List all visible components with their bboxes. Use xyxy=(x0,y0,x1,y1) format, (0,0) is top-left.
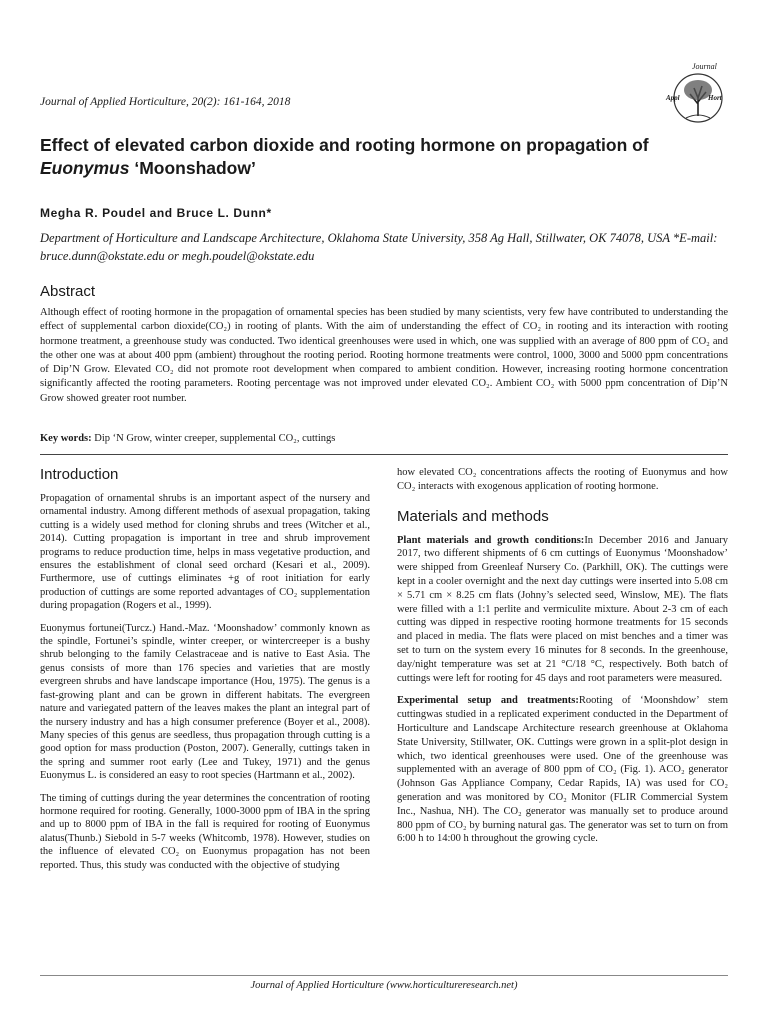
journal-logo xyxy=(664,58,728,128)
keywords xyxy=(40,433,728,444)
left-column xyxy=(40,466,370,881)
title-part-2: ‘Moonshadow’ xyxy=(129,158,256,178)
logo-journal-text: Journal xyxy=(692,62,717,71)
page-footer: Journal of Applied Horticulture (www.horticultureresearch.net) xyxy=(250,980,518,991)
footer-divider xyxy=(40,975,728,976)
methods-paragraph-2 xyxy=(397,694,728,846)
intro-paragraph-1: Propagation of ornamental shrubs is an important aspect of the nursery and ornamental industry. Among different methods of asexual propagation, taking cutting is a widely used method for cloning shrubs and trees (Witcher et al., 2014). Cutting propagation is important in tree and shrub improvement programs to reduce production time, helps in mass vegetative production, and ensures the establishment of clonal seed orchard (Kesari et al., 2009). Furthermore, use of cuttings eliminates +g of root initiation for early production of cuttings are some reported advantages of CO₂ supplementation during propagation (Rogers et al., 1999). xyxy=(40,493,370,612)
intro-paragraph-3-continued: how elevated CO₂ concentrations affects the rooting of Euonymus and how CO₂ interacts with exogenous application of rooting hormone. xyxy=(397,467,728,492)
author-list: Megha R. Poudel and Bruce L. Dunn* xyxy=(40,206,272,220)
logo-hort-text: Hort xyxy=(708,94,722,102)
intro-paragraph-2: Euonymus fortunei(Turcz.) Hand.-Maz. ‘Moonshadow’ commonly known as the spindle, Fortunei’s spindle, winter creeper, or wintercreeper is a bushy shrub belonging to the family Celastraceae and is native to East Asia. The genus consists of more than 176 species and varieties that are mostly evergreen shrubs and have landscape importance (Hou, 1975). The genus is a fast-growing plant and can be grown in different habitats. The evergreen nature and variegated pattern of the leaves makes the plant an integral part of the nursery industry and has a high consumer preference (Boyer et al., 2008). Many species of this genus are seedless, thus propagation through cutting is a good option for mass production (Poston, 2007). Generally, cuttings taken in the spring and summer root early (Lee and Tukey, 1971) and the genus Euonymus L. is considered an easy to root species (Hartmann et al., 2002). xyxy=(40,622,370,782)
abstract-heading: Abstract xyxy=(40,283,96,300)
title-part-1: Effect of elevated carbon dioxide and rooting hormone on propagation of xyxy=(40,135,649,155)
paper-title xyxy=(40,134,680,180)
affiliation: Department of Horticulture and Landscape Architecture, Oklahoma State University, 358 Ag Hall, Stillwater, OK 74078, USA *E-mail: bruce.dunn@okstate.edu or megh.poudel@okstate.edu xyxy=(40,231,718,263)
right-column xyxy=(397,466,728,855)
methods-heading: Materials and methods xyxy=(397,507,549,525)
methods-subheading-2: Experimental setup and treatments: xyxy=(397,695,579,707)
intro-paragraph-3: The timing of cuttings during the year determines the concentration of rooting hormone required for rooting. Generally, 1000-3000 ppm of IBA in the spring and up to 8000 ppm of IBA in the fall is required for rooting of Euonymus alatus(Thunb.) Siebold in 5-7 weeks (Whitcomb, 1978). However, studies on the influence of elevated CO₂ on Euonymus propagation has not been reported. Thus, this study was conducted with the objective of studying xyxy=(40,792,370,871)
logo-appl-text: Appl xyxy=(666,94,680,102)
methods-text-2: Rooting of ‘Moonshdow’ stem cuttingwas studied in a replicated experiment conducted in the Department of Horticulture and Landscape Architecture research greenhouse at Oklahoma State University, Stillwater, OK. Cuttings were grown in a split-plot design in which, two identical greenhouses were used. One of the greenhouse was supplemented with an average of 800 ppm of CO₂ (Fig. 1). ACO₂ generator (Johnson Gas Appliance Company, Cedar Rapids, IA) was used for CO₂ generation and was monitored by CO₂ Monitor (FLIR Commercial System Inc., Nashua, NH). The CO₂ generator was manually set to produce around 800 ppm of CO₂ by burning natural gas. The generator was set to turn on from 6:00 h to 14:00 h throughout the growing cycle. xyxy=(397,695,728,845)
journal-citation: Journal of Applied Horticulture, 20(2): 161-164, 2018 xyxy=(40,96,291,108)
keywords-list: Dip ‘N Grow, winter creeper, supplemental CO₂, cuttings xyxy=(91,433,336,444)
methods-text-1: In December 2016 and January 2017, two different shipments of 6 cm cuttings of Euonymus ‘Moonshadow’ were shipped from Greenleaf Nursery Co. (Parkhill, OK). The cuttings were kept in a cooler overnight and the next day cuttings were inserted into 5.08 cm × 5.71 cm × 8.25 cm flats (Johny’s selected seed, Winslow, ME). The flats were filled with a 1:1 perlite and vermiculite mixture. About 2-3 cm of each cutting was dipped in respective rooting hormone treatments for 15 seconds and placed in media. The flats were placed on mist benches and a timer was set to turn on the system every 16 minutes for 8 seconds. In the greenhouse, day/night temperature was set at 21 °C/18 °C, respectively. Both batch of cuttings were left for rooting for 45 days and root parameters were measured. xyxy=(397,534,728,684)
title-genus: Euonymus xyxy=(40,158,130,178)
section-divider xyxy=(40,454,728,455)
methods-subheading-1: Plant materials and growth conditions: xyxy=(397,534,585,546)
introduction-heading: Introduction xyxy=(40,466,119,483)
abstract-text: Although effect of rooting hormone in the propagation of ornamental species has been studied by many scientists, very few have contributed to understanding the effect of supplemental carbon dioxide(CO₂) in rooting of plants. With the aim of understanding the effect of CO₂ in rooting and its interaction with rooting hormone treatment, a greenhouse study was conducted. Two identical greenhouses were used in which, one was supplied with an average of 800 ppm of CO₂ and the other one was at about 400 ppm (ambient) throughout the rooting period. Rooting hormone treatments were control, 1000, 3000 and 5000 ppm concentrations of Dip’N Grow. Elevated CO₂ did not promote root development when compared to ambient condition. However, increasing rooting hormone concentration significantly affected the rooting parameters. Rooting percentage was not improved under elevated CO₂. Ambient CO₂ with 5000 ppm concentration of Dip’N Grow showed greater root number. xyxy=(40,307,728,404)
methods-paragraph-1 xyxy=(397,534,728,686)
keywords-label: Key words: xyxy=(40,433,92,444)
